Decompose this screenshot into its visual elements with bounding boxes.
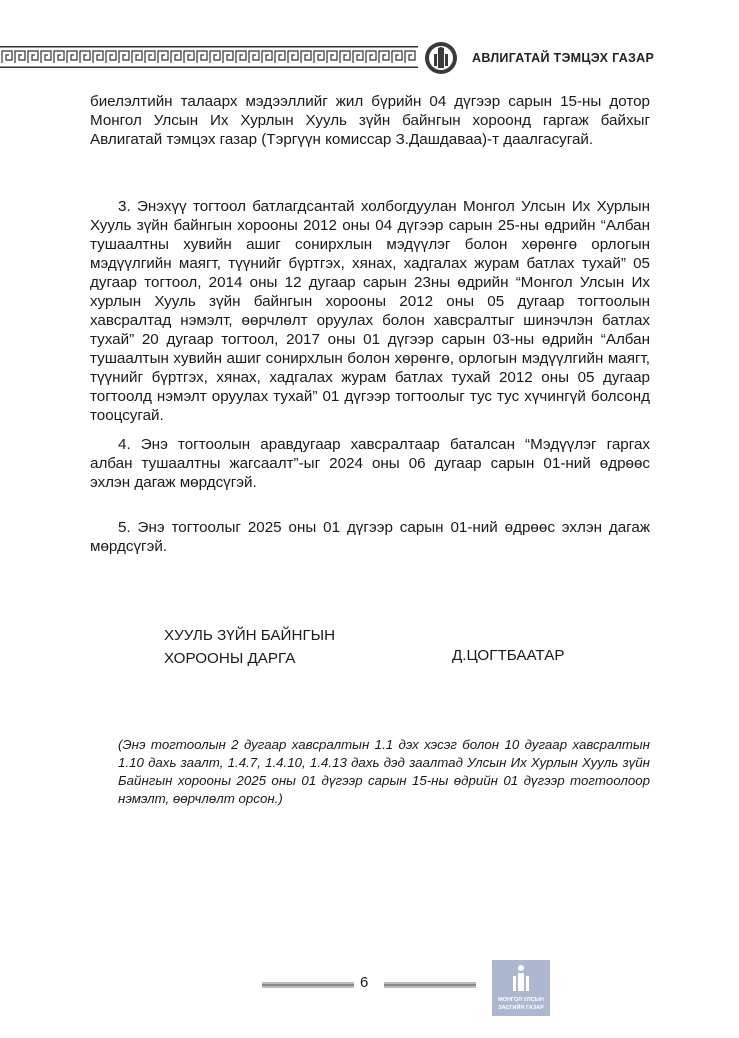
- page-footer: [0, 960, 739, 1020]
- signature-title: [164, 624, 335, 670]
- paragraph-1: [90, 92, 650, 149]
- paragraph-3: [90, 197, 650, 425]
- paragraph-text: 5. Энэ тогтоолыг 2025 оны 01 дүгээр сарын 01-ний өдрөөс эхлэн дагаж мөрдсүгэй.: [90, 519, 650, 555]
- page-number: 6: [360, 974, 369, 991]
- footer-line-left: [262, 982, 354, 988]
- paragraph-text: 4. Энэ тогтоолын аравдугаар хавсралтаар баталсан “Мэдүүлэг гаргах албан тушаалтны жагсаалт”-ыг 2024 оны 06 дугаар сарын 01-ний өдрөөс эхлэн дагаж мөрдсүгэй.: [90, 436, 650, 491]
- paragraph-text: 3. Энэхүү тогтоол батлагдсантай холбогдуулан Монгол Улсын Их Хурлын Хууль зүйн байнгын хорооны 2012 оны 04 дүгээр сарын 25-ны өдрийн “Албан тушаалтны хувийн ашиг сонирхлын мэдүүлэг болон хөрөнгө орлогын мэдүүлгийн маягт, түүнийг бүртгэх, хянах, хадгалах журам батлах тухай” 05 дугаар тогтоол, 2014 оны 12 дугаар сарын 23ны өдрийн “Монгол Улсын Их хурлын Хууль зүйн байнгын хорооны 2012 оны 05 дугаар тогтоолын хавсралтад нэмэлт, өөрчлөлт оруулах болон хавсралтыг шинэчлэн батлах тухай” 20 дугаар тогтоол, 2017 оны 01 дүгээр сарын 03-ны өдрийн “Албан тушаалтын хувийн ашиг сонирхлын болон хөрөнгө, орлогын мэдүүлгийн маягт, түүнийг бүртгэх, хянах, хадгалах журам батлах тухай 2012 оны 05 дугаар тогтоолд нэмэлт оруулах тухай” 01 дүгээр тогтоолыг тус тус хүчингүй болсонд тооцсугай.: [90, 198, 650, 424]
- paragraph-5: [90, 518, 650, 556]
- signature-name: Д.ЦОГТБААТАР: [452, 647, 565, 664]
- paragraph-4: [90, 435, 650, 492]
- paragraph-text: биелэлтийн талаарх мэдээллийг жил бүрийн 04 дүгээр сарын 15-ны дотор Монгол Улсын Их Хурлын Хууль зүйн байнгын хороонд гаргаж байхыг Авлигатай тэмцэх газар (Тэргүүн комиссар З.Дашдаваа)-т даалгасугай.: [90, 93, 650, 148]
- signature-line-1: ХУУЛЬ ЗҮЙН БАЙНГЫН: [164, 627, 336, 644]
- mongolian-border-pattern: [0, 46, 418, 68]
- government-logo: [492, 960, 550, 1016]
- logo-line-1: МОНГОЛ УЛСЫН: [498, 997, 544, 1003]
- signature-line-2: ХОРООНЫ ДАРГА: [164, 650, 296, 667]
- soyombo-icon: [511, 964, 531, 994]
- page-header: [0, 40, 739, 84]
- footer-line-right: [384, 982, 476, 988]
- amendment-note: (Энэ тогтоолын 2 дугаар хавсралтын 1.1 дэх хэсэг болон 10 дугаар хавсралтын 1.10 дахь заалт, 1.4.7, 1.4.10, 1.4.13 дахь дэд заалтад Улсын Их Хурлын Хууль зүйн Байнгын хорооны 2025 оны 01 дүгээр сарын 15-ны өдрийн 01 дүгээр тогтоолоор нэмэлт, өөрчлөлт орсон.): [118, 737, 650, 806]
- mongolia-emblem-icon: [420, 40, 462, 76]
- logo-line-2: ЗАСГИЙН ГАЗАР: [498, 1005, 544, 1011]
- agency-name: АВЛИГАТАЙ ТЭМЦЭХ ГАЗАР: [472, 51, 655, 65]
